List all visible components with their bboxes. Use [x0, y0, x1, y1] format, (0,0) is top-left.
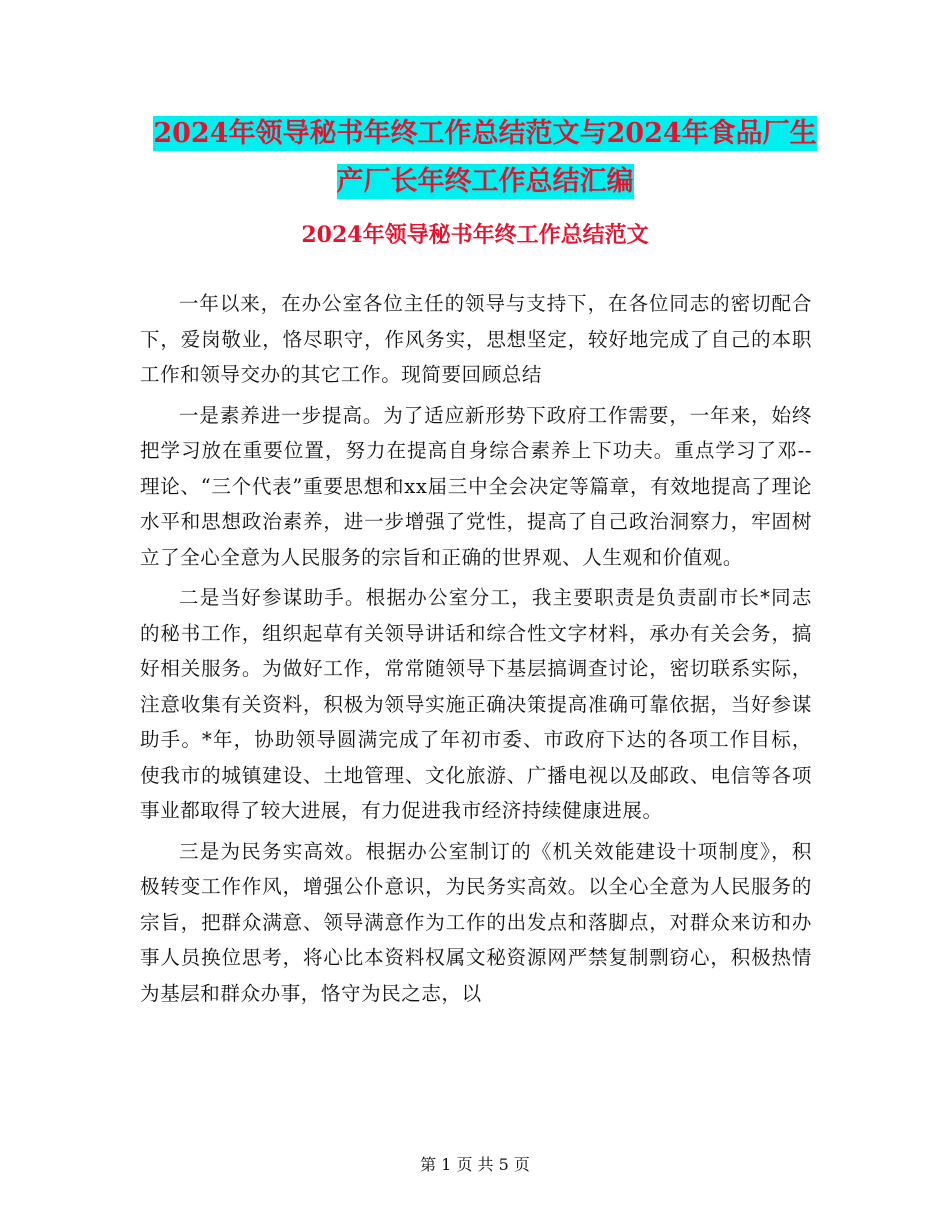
document-title [140, 110, 830, 206]
document-title-line1: 2024年领导秘书年终工作总结范文与2024年食品厂生 [153, 118, 817, 149]
paragraph-quality: 一是素养进一步提高。为了适应新形势下政府工作需要，一年来，始终把学习放在重要位置，努力在提高自身综合素养上下功夫。重点学习了邓--理论、“三个代表”重要思想和xx届三中全会决定等篇章，有效地提高了理论水平和思想政治素养，进一步增强了党性，提高了自己政治洞察力，牢固树立了全心全意为人民服务的宗旨和正确的世界观、人生观和价值观。 [140, 403, 812, 569]
paragraph-advisor: 二是当好参谋助手。根据办公室分工，我主要职责是负责副市长*同志的秘书工作，组织起草有关领导讲话和综合性文字材料，承办有关会务，搞好相关服务。为做好工作，常常随领导下基层搞调查讨论，密切联系实际，注意收集有关资料，积极为领导实施正确决策提高准确可靠依据，当好参谋助手。*年，协助领导圆满完成了年初市委、市政府下达的各项工作目标，使我市的城镇建设、土地管理、文化旅游、广播电视以及邮政、电信等各项事业都取得了较大进展，有力促进我市经济持续健康进展。 [140, 586, 812, 822]
document-title-line2: 产厂长年终工作总结汇编 [336, 166, 634, 197]
document-body [140, 286, 812, 1016]
section-title: 2024年领导秘书年终工作总结范文 [301, 222, 649, 248]
paragraph-service: 三是为民务实高效。根据办公室制订的《机关效能建设十项制度》，积极转变工作作风，增强公仆意识，为民务实高效。以全心全意为人民服务的宗旨，把群众满意、领导满意作为工作的出发点和落脚点，对群众来访和办事人员换位思考，将心比本资料权属文秘资源网严禁复制剽窃心，积极热情为基层和群众办事，恪守为民之志，以 [140, 839, 812, 1005]
paragraph-intro: 一年以来，在办公室各位主任的领导与支持下，在各位同志的密切配合下，爱岗敬业，恪尽职守，作风务实，思想坚定，较好地完成了自己的本职工作和领导交办的其它工作。现简要回顾总结 [140, 292, 812, 386]
page-number: 第 1 页 共 5 页 [420, 1155, 530, 1174]
